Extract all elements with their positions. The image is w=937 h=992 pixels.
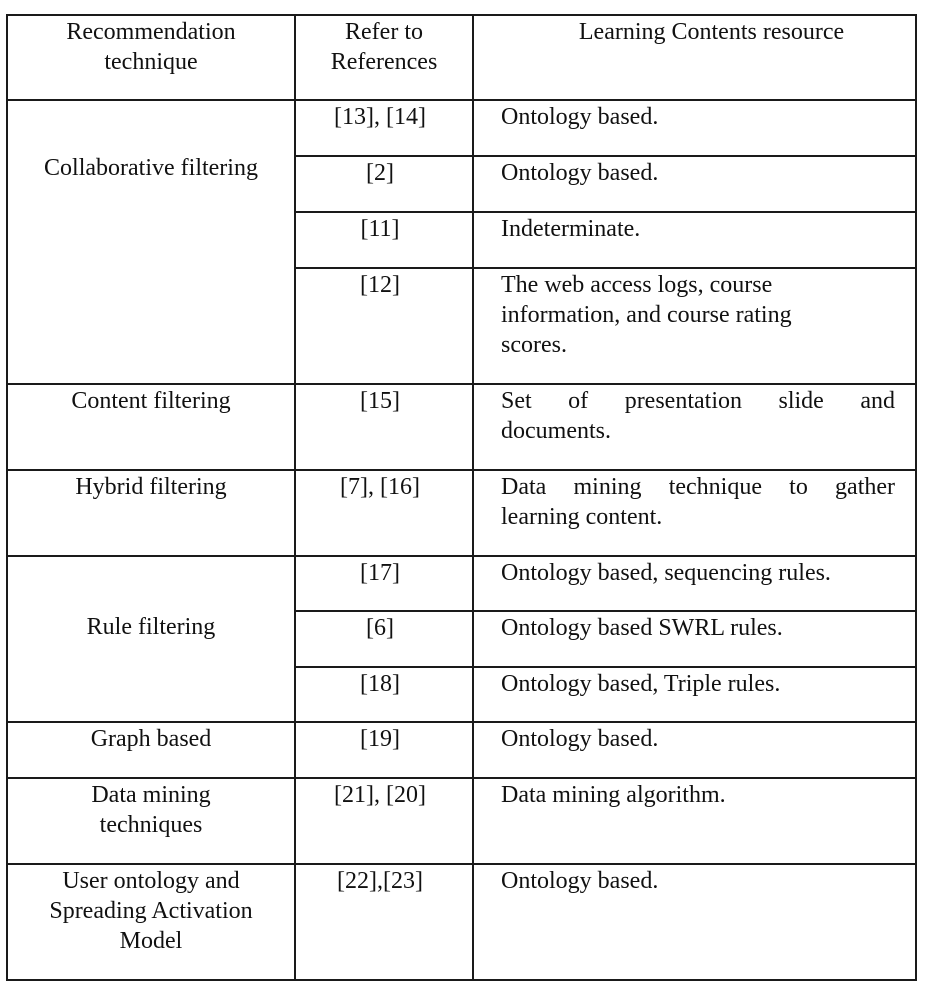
references-text: [2] [366,160,394,186]
resource-cell [473,268,916,384]
technique-name: Data mining [91,782,211,808]
table-row [7,384,916,470]
resource-text: Ontology based, sequencing rules. [501,560,831,586]
references-text: [6] [366,615,394,641]
resource-text: Ontology based. [501,104,659,130]
references-text: [13], [14] [334,104,426,130]
header-technique-line: Recommendation [66,19,236,45]
table-row [7,778,916,864]
references-text: [12] [360,272,400,298]
references-text: [19] [360,726,400,752]
resource-text: Ontology based. [501,868,659,894]
references-text: [21], [20] [334,782,426,808]
references-text: [7], [16] [340,474,420,500]
technique-cell [7,100,295,384]
references-cell [295,778,473,864]
header-resource-text: Learning Contents resource [578,19,845,45]
technique-name: Model [119,928,183,954]
resource-cell [473,156,916,212]
technique-cell [7,778,295,864]
technique-name: User ontology and [62,868,240,894]
technique-cell [7,384,295,470]
resource-cell [473,611,916,667]
table-row [7,722,916,778]
resource-text: Data mining algorithm. [501,782,726,808]
technique-name: techniques [99,812,203,838]
references-text: [17] [360,560,400,586]
resource-cell [473,864,916,980]
technique-cell [7,470,295,556]
technique-name: Graph based [90,726,212,752]
resource-cell [473,556,916,611]
resource-cell [473,100,916,156]
header-technique [7,15,295,100]
table-header-row [7,15,916,100]
header-references [295,15,473,100]
resource-text: documents. [501,418,611,444]
technique-name: Collaborative filtering [44,154,258,181]
resource-cell [473,384,916,470]
resource-text: Ontology based SWRL rules. [501,615,783,641]
table-row [7,470,916,556]
resource-text: Data mining technique to gather [501,474,895,500]
references-cell [295,864,473,980]
references-cell [295,556,473,611]
resource-text: Indeterminate. [501,216,641,242]
resource-text: learning content. [501,504,663,530]
table-row [7,864,916,980]
header-references-line: References [330,49,438,75]
references-text: [15] [360,388,400,414]
references-cell [295,667,473,722]
technique-name: Hybrid filtering [75,474,227,500]
technique-name: Content filtering [71,388,231,414]
resource-cell [473,722,916,778]
header-references-line: Refer to [345,19,423,45]
references-cell [295,384,473,470]
table-row [7,100,916,156]
resource-cell [473,212,916,268]
references-cell [295,212,473,268]
references-text: [11] [360,216,400,242]
technique-name: Rule filtering [86,613,216,640]
technique-cell [7,722,295,778]
resource-text: Ontology based. [501,160,659,186]
references-text: [18] [360,671,400,697]
references-cell [295,470,473,556]
resource-text: Set of presentation slide and [501,388,895,414]
resource-text: information, and course rating [501,302,792,328]
resource-cell [473,778,916,864]
resource-text: scores. [501,332,567,358]
references-cell [295,722,473,778]
technique-name: Spreading Activation [49,898,253,924]
resource-text: The web access logs, course [501,272,773,298]
resource-text: Ontology based, Triple rules. [501,671,781,697]
references-cell [295,611,473,667]
references-text: [22],[23] [337,868,423,894]
references-cell [295,100,473,156]
resource-cell [473,667,916,722]
technique-cell [7,556,295,722]
resource-text: Ontology based. [501,726,659,752]
references-cell [295,268,473,384]
technique-cell [7,864,295,980]
table-row [7,556,916,611]
references-cell [295,156,473,212]
resource-cell [473,470,916,556]
recommendation-techniques-table [6,14,917,981]
header-technique-line: technique [104,49,198,75]
header-resource [473,15,916,100]
